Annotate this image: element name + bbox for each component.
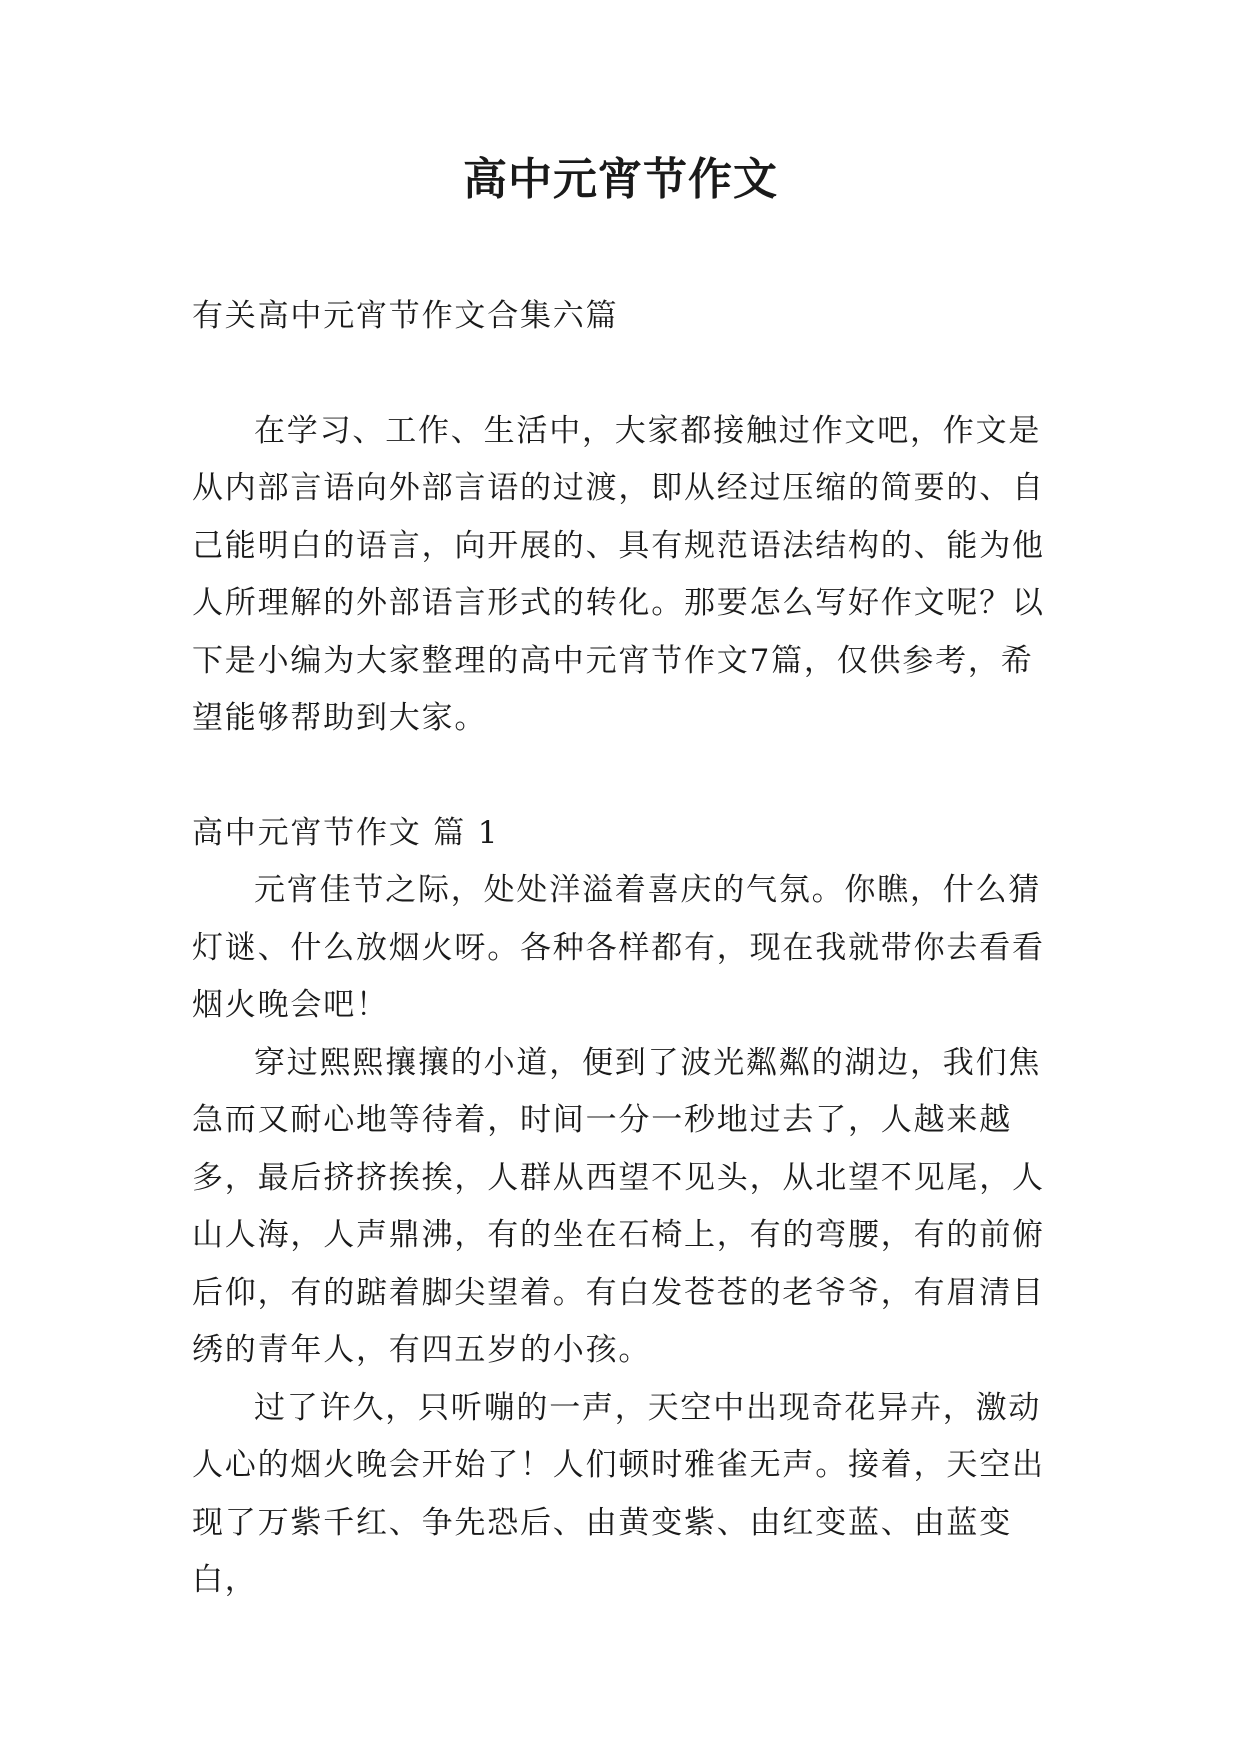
document-subtitle: 有关高中元宵节作文合集六篇	[192, 298, 619, 334]
document-body	[192, 288, 1052, 1610]
body-paragraph: 穿过熙熙攘攘的小道，便到了波光粼粼的湖边，我们焦急而又耐心地等待着，时间一分一秒地过去了，人越来越多，最后挤挤挨挨，人群从西望不见头，从北望不见尾，人山人海，人声鼎沸，有的坐在石椅上，有的弯腰，有的前俯后仰，有的踮着脚尖望着。有白发苍苍的老爷爷，有眉清目绣的青年人，有四五岁的小孩。	[192, 1044, 1045, 1368]
intro-paragraph: 在学习、工作、生活中，大家都接触过作文吧，作文是从内部言语向外部言语的过渡，即从经过压缩的简要的、自己能明白的语言，向开展的、具有规范语法结构的、能为他人所理解的外部语言形式的转化。那要怎么写好作文呢？以下是小编为大家整理的高中元宵节作文7篇，仅供参考，希望能够帮助到大家。	[192, 412, 1045, 736]
body-paragraph: 过了许久，只听嘣的一声，天空中出现奇花异卉，激动人心的烟火晚会开始了！人们顿时雅雀无声。接着，天空出现了万紫千红、争先恐后、由黄变紫、由红变蓝、由蓝变白，	[192, 1389, 1045, 1598]
body-paragraph: 元宵佳节之际，处处洋溢着喜庆的气氛。你瞧，什么猜灯谜、什么放烟火呀。各种各样都有，现在我就带你去看看烟火晚会吧！	[192, 872, 1045, 1023]
document-title: 高中元宵节作文	[463, 154, 778, 205]
section-heading: 高中元宵节作文 篇 1	[192, 814, 500, 851]
